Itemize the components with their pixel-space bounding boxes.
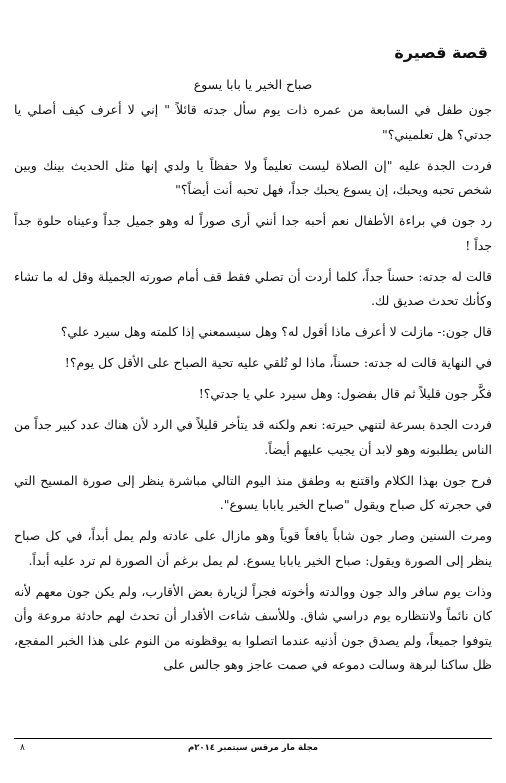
paragraph: قالت له جدته: حسناً جداً، كلما أردت أن تصلي فقط قف أمام صورته الجميلة وقل له ما تشاء وكأنك تحدث صديق لك. [14, 268, 492, 308]
footer-divider [14, 738, 492, 739]
paragraph: رد جون في براءة الأطفال نعم أحبه جدا أنني أرى صوراً له وهو جميل جداً وعيناه حلوة جداً جداً ! [14, 213, 492, 253]
page-footer [14, 743, 492, 757]
footer-publication: مجلة مار مرقس سبتمبر ٢٠١٤م [187, 743, 319, 753]
paragraph: قال جون:- مازلت لا أعرف ماذا أقول له؟ وهل سيسمعني إذا كلمته وهل سيرد علي؟ [60, 324, 492, 339]
paragraph: فردت الجدة عليه "إن الصلاة ليست تعليماً ولا حفظاً يا ولدي إنها مثل الحديث بينك وبين شخص تحبه ويحبك، إن يسوع يحبك جداً، فهل تحبه أنت أيضاً؟" [14, 157, 492, 197]
paragraph: فكَّر جون قليلاً ثم قال بفضول: وهل سيرد علي يا جدتي؟! [198, 386, 492, 401]
story-title: صباح الخير يا بابا يسوع [193, 77, 313, 92]
paragraph: في النهاية قالت له جدته: حسناً، ماذا لو تُلقي عليه تحية الصباح على الأقل كل يوم؟! [64, 355, 492, 370]
story-body [14, 98, 492, 684]
paragraph: فردت الجدة بسرعة لتنهي حيرته: نعم ولكنه قد يتأخر قليلاً في الرد لأن هناك عدد كبير جداً من الناس يطلبونه وهو لابد أن يجيب عليهم أيضاً. [14, 417, 492, 457]
page-number: ٨ [20, 743, 25, 753]
document-page [14, 0, 492, 783]
story-heading: قصة قصيرة [394, 43, 488, 62]
paragraph: ومرت السنين وصار جون شاباً يافعاً قوياً وهو مازال على عادته ولم يمل أبداً، في كل صباح ينظر إلى الصورة ويقول: صباح الخير يابابا يسوع. لم يمل برغم أن الصورة لم ترد عليه أبداً. [14, 528, 492, 568]
paragraph: جون طفل في السابعة من عمره ذات يوم سأل جدته قائلاً " إني لا أعرف كيف أصلي يا جدتي؟ هل تعلميني؟" [14, 102, 492, 142]
paragraph: فرح جون بهذا الكلام واقتنع به وطفق منذ اليوم التالي مباشرة ينظر إلى صورة المسيح التي في حجرته كل صباح ويقول "صباح الخير يابابا يسوع". [14, 472, 492, 512]
paragraph: وذات يوم سافر والد جون ووالدته وأخوته فجراً لزيارة بعض الأقارب، ولم يكن جون معهم لأنه كان نائماً ولانتظاره يوم دراسي شاق. وللأسف شاءت الأقدار أن تحدث لهم حادثة مروعة وأن يتوفوا جميعاً، ولم يصدق جون أذنيه عندما اتصلوا به يوقظونه من النوم على هذا الخبر المفجع، ظل ساكنا لبرهة وسالت دموعه في صمت عاجز وهو جالس على [14, 583, 492, 672]
